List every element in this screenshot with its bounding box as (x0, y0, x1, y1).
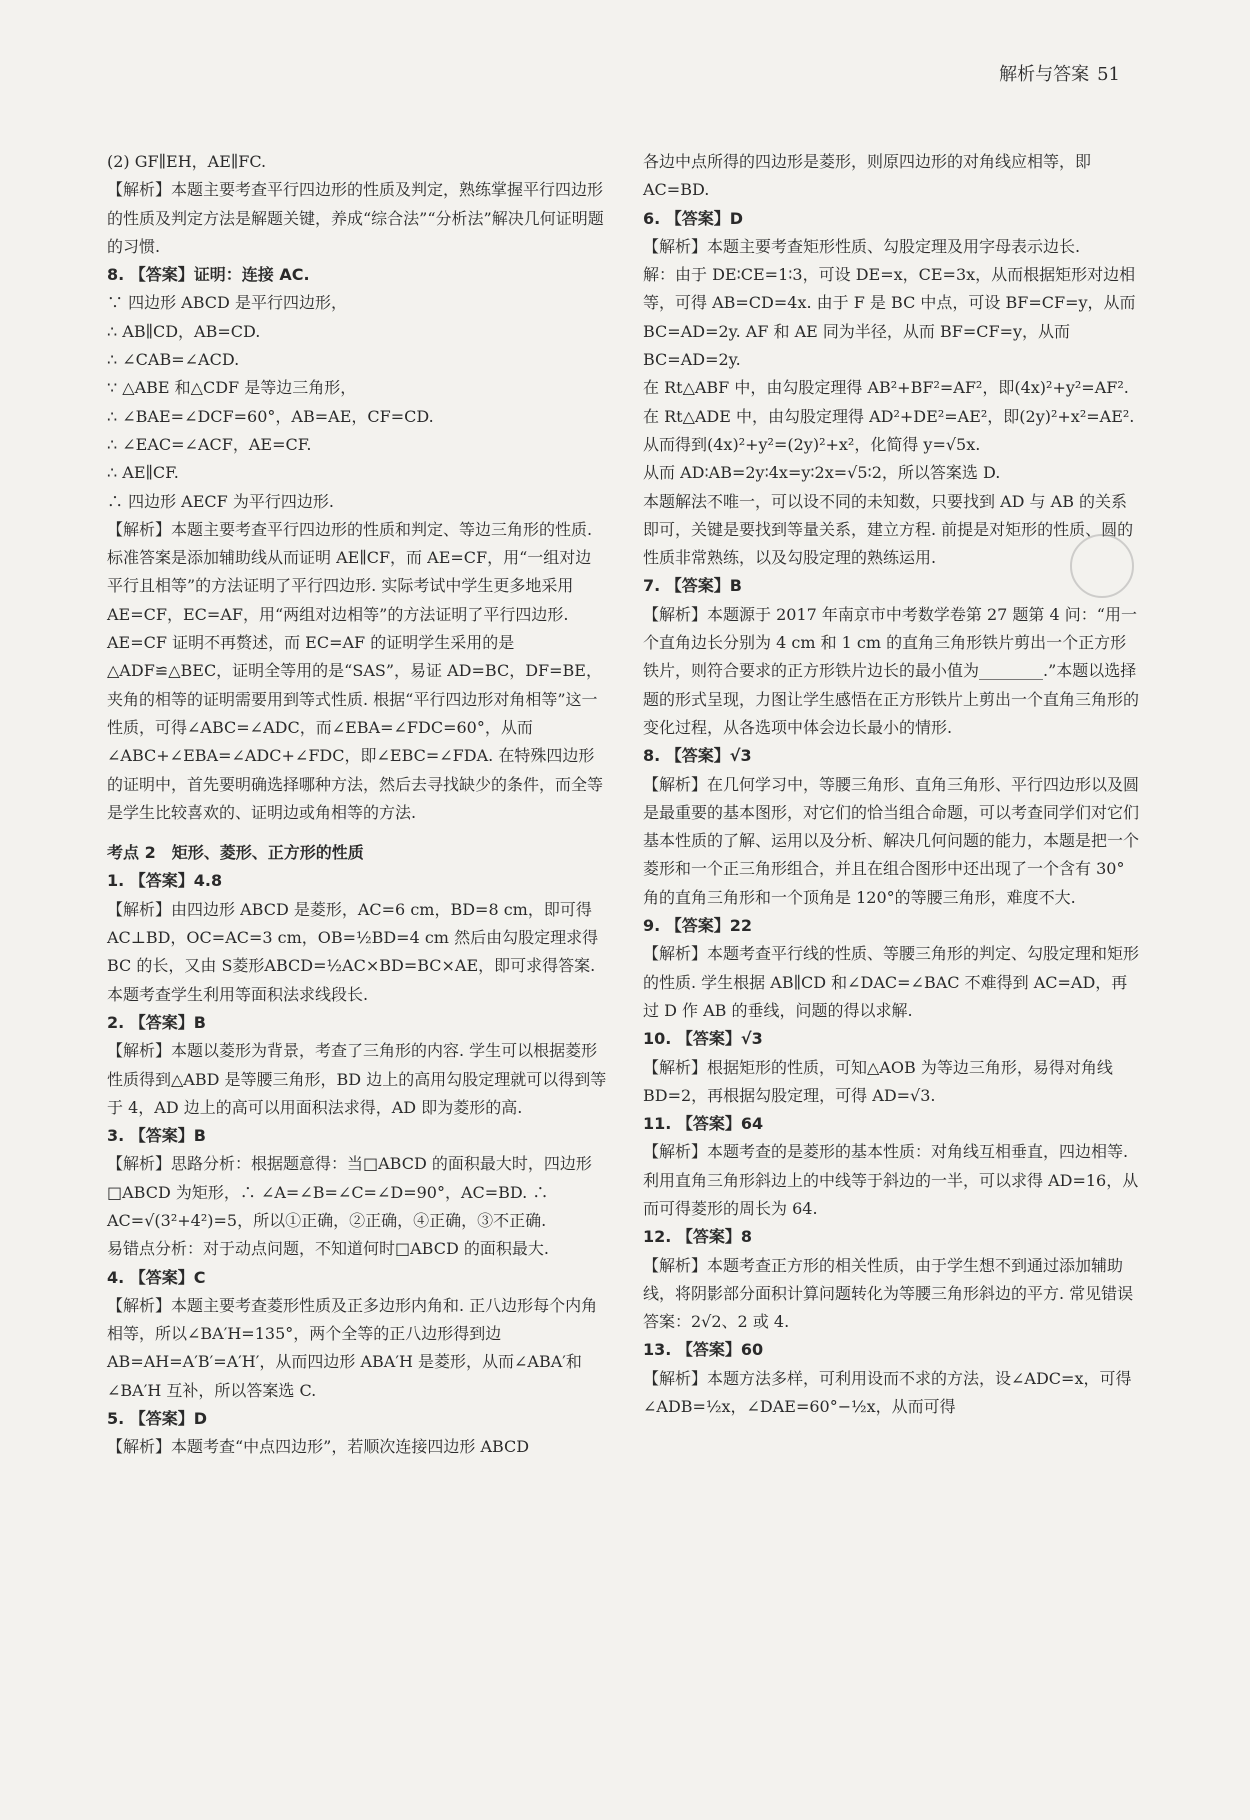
paragraph: 【解析】本题以菱形为背景，考查了三角形的内容. 学生可以根据菱形性质得到△ABD 是等腰三角形，BD 边上的高用勾股定理就可以得到等于 4，AD 边上的高可以用面积法求得，AD 即为菱形的高. (107, 1041, 607, 1117)
page-header (999, 60, 1120, 86)
paragraph: 易错点分析：对于动点问题，不知道何时□ABCD 的面积最大. (107, 1239, 549, 1259)
paragraph: 【解析】思路分析：根据题意得：当□ABCD 的面积最大时，四边形□ABCD 为矩形，∴ ∠A=∠B=∠C=∠D=90°，AC=BD. ∴ AC=√(3²+4²)=5，所以①正确，②正确，④正确，③不正确. (107, 1154, 592, 1230)
paragraph: 【解析】本题考查正方形的相关性质，由于学生想不到通过添加辅助线，将阴影部分面积计算问题转化为等腰三角形斜边的平方. 常见错误答案：2√2、2 或 4. (643, 1255, 1134, 1332)
paragraph: 【解析】本题考查平行线的性质、等腰三角形的判定、勾股定理和矩形的性质. 学生根据 AB∥CD 和∠DAC=∠BAC 不难得到 AC=AD，再过 D 作 AB 的垂线，问题的得以求解. (643, 944, 1140, 1020)
paragraph: 各边中点所得的四边形是菱形，则原四边形的对角线应相等，即 AC=BD. (643, 152, 1092, 200)
section-heading: 考点 2 矩形、菱形、正方形的性质 (107, 843, 364, 863)
answer-heading: 12. 【答案】8 (643, 1227, 753, 1247)
answer-heading: 2. 【答案】B (107, 1012, 206, 1032)
paragraph: 从而 AD∶AB=2y∶4x=y∶2x=√5∶2，所以答案选 D. (643, 463, 1001, 483)
paragraph: 【解析】本题主要考查平行四边形的性质和判定、等边三角形的性质. 标准答案是添加辅助线从而证明 AE∥CF，而 AE=CF，用“一组对边平行且相等”的方法证明了平行四边形. 实际考试中学生更多地采用 AE=CF，EC=AF，用“两组对边相等”的方法证明了平行四边形. AE=CF 证明不再赘述，而 EC=AF 的证明学生采用的是△ADF≌△BEC，证明全等用的是“SAS”，易证 AD=BC，DF=BE，夹角的相等的证明需要用到等式性质. 根据“平行四边形对角相等”这一性质，可得∠ABC=∠ADC，而∠EBA=∠FDC=60°，从而∠ABC+∠EBA=∠ADC+∠FDC，即∠EBC=∠FDA. 在特殊四边形的证明中，首先要明确选择哪种方法，然后去寻找缺少的条件，而全等是学生比较喜欢的、证明边或角相等的方法. (107, 519, 604, 822)
paragraph: 【解析】本题主要考查菱形性质及正多边形内角和. 正八边形每个内角相等，所以∠BA′H=135°，两个全等的正八边形得到边 AB=AH=A′B′=A′H′，从而四边形 ABA′H 是菱形，从而∠ABA′和∠BA′H 互补，所以答案选 C. (107, 1295, 598, 1400)
answer-heading: 13. 【答案】60 (643, 1340, 764, 1360)
paragraph: 【解析】本题主要考查平行四边形的性质及判定，熟练掌握平行四边形的性质及判定方法是解题关键，养成“综合法”“分析法”解决几何证明题的习惯. (107, 180, 604, 256)
paragraph: 本题解法不唯一，可以设不同的未知数，只要找到 AD 与 AB 的关系即可，关键是要找到等量关系，建立方程. 前提是对矩形的性质、圆的性质非常熟练，以及勾股定理的熟练运用. (643, 491, 1134, 568)
paragraph: (2) GF∥EH，AE∥FC. (107, 152, 267, 171)
paragraph: 解：由于 DE∶CE=1∶3，可设 DE=x，CE=3x，从而根据矩形对边相等，可得 AB=CD=4x. 由于 F 是 BC 中点，可设 BF=CF=y，从而 BC=AD=2y. AF 和 AE 同为半径，从而 BF=CF=y，从而 BC=AD=2y. (643, 265, 1136, 370)
answer-heading: 8. 【答案】证明：连接 AC. (107, 265, 310, 285)
answer-heading: 7. 【答案】B (643, 576, 742, 596)
answer-heading: 6. 【答案】D (643, 208, 744, 228)
paragraph: 【解析】本题方法多样，可利用设而不求的方法，设∠ADC=x，可得∠ADB=½x，∠DAE=60°−½x，从而可得 (643, 1368, 1132, 1417)
paragraph: 【解析】由四边形 ABCD 是菱形，AC=6 cm，BD=8 cm，即可得 AC⊥BD，OC=AC=3 cm，OB=½BD=4 cm 然后由勾股定理求得 BC 的长，又由 S菱形ABCD=½AC×BD=BC×AE，即可求得答案. 本题考查学生利用等面积法求线段长. (107, 899, 599, 1004)
proof-line: ∴ AB∥CD，AB=CD. (107, 321, 261, 341)
stamp-watermark (1070, 534, 1134, 598)
paragraph: 【解析】根据矩形的性质，可知△AOB 为等边三角形，易得对角线 BD=2，再根据勾股定理，可得 AD=√3. (643, 1057, 1113, 1105)
paragraph: 【解析】本题主要考查矩形性质、勾股定理及用字母表示边长. (643, 236, 1081, 256)
paragraph: 【解析】本题考查的是菱形的基本性质：对角线互相垂直，四边相等. 利用直角三角形斜边上的中线等于斜边的一半，可以求得 AD=16，从而可得菱形的周长为 64. (643, 1142, 1139, 1218)
proof-line: ∴ ∠EAC=∠ACF，AE=CF. (107, 434, 312, 454)
answer-heading: 5. 【答案】D (107, 1409, 208, 1429)
proof-line: ∴ ∠CAB=∠ACD. (107, 350, 240, 370)
answer-heading: 8. 【答案】√3 (643, 746, 752, 766)
paragraph: 在 Rt△ADE 中，由勾股定理得 AD²+DE²=AE²，即(2y)²+x²=AE². (643, 406, 1135, 426)
paragraph: 【解析】本题考查“中点四边形”，若顺次连接四边形 ABCD (107, 1437, 530, 1457)
paragraph: 【解析】本题源于 2017 年南京市中考数学卷第 27 题第 4 问：“用一个直角边长分别为 4 cm 和 1 cm 的直角三角形铁片剪出一个正方形铁片，则符合要求的正方形铁片边长的最小值为________.”本题以选择题的形式呈现，力图让学生感悟在正方形铁片上剪出一个直角三角形的变化过程，从各选项中体会边长最小的情形. (643, 604, 1140, 737)
left-column (107, 148, 607, 1462)
answer-heading: 4. 【答案】C (107, 1267, 206, 1287)
paragraph: 从而得到(4x)²+y²=(2y)²+x²，化简得 y=√5x. (643, 434, 981, 454)
paragraph: 在 Rt△ABF 中，由勾股定理得 AB²+BF²=AF²，即(4x)²+y²=AF². (643, 378, 1129, 398)
right-column (643, 148, 1140, 1421)
paragraph: 【解析】在几何学习中，等腰三角形、直角三角形、平行四边形以及圆是最重要的基本图形，对它们的恰当组合命题，可以考查同学们对它们基本性质的了解、运用以及分析、解决几何问题的能力，本题是把一个菱形和一个正三角形组合，并且在组合图形中还出现了一个含有 30°角的直角三角形和一个顶角是 120°的等腰三角形，难度不大. (643, 774, 1140, 907)
proof-line: ∴ 四边形 AECF 为平行四边形. (107, 491, 334, 511)
proof-line: ∵ 四边形 ABCD 是平行四边形， (107, 293, 347, 313)
proof-line: ∴ AE∥CF. (107, 463, 179, 483)
answer-heading: 10. 【答案】√3 (643, 1029, 763, 1049)
answer-heading: 11. 【答案】64 (643, 1114, 764, 1134)
answer-heading: 1. 【答案】4.8 (107, 871, 223, 891)
answer-heading: 3. 【答案】B (107, 1126, 206, 1146)
proof-line: ∵ △ABE 和△CDF 是等边三角形， (107, 378, 357, 398)
page-number: 51 (1097, 64, 1120, 85)
header-title: 解析与答案 (999, 64, 1090, 85)
answer-heading: 9. 【答案】22 (643, 916, 753, 936)
proof-line: ∴ ∠BAE=∠DCF=60°，AB=AE，CF=CD. (107, 406, 434, 426)
